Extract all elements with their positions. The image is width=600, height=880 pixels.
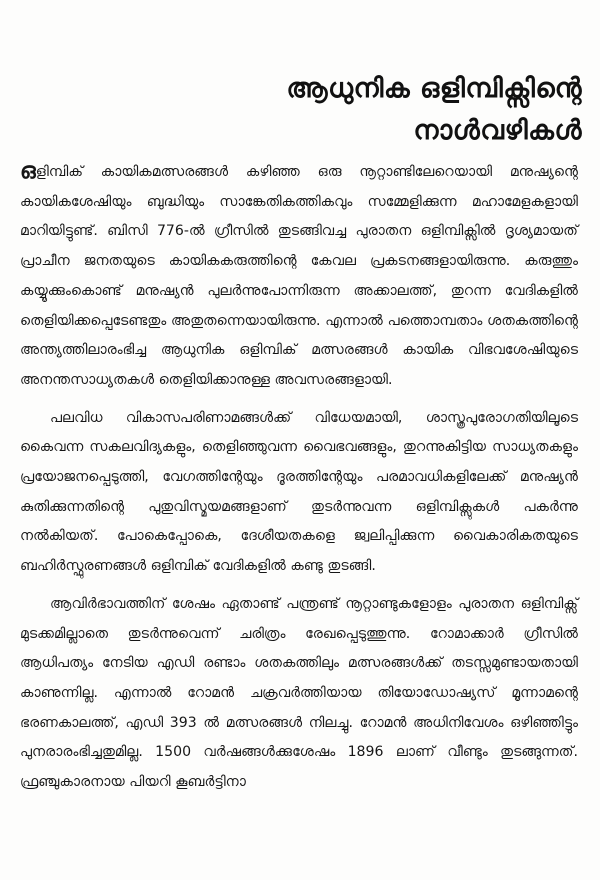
- article-body: [20, 158, 578, 806]
- chapter-title: [162, 68, 582, 152]
- paragraph-1-text: ളിമ്പിക് കായികമത്സരങ്ങൾ കഴിഞ്ഞ ഒരു നൂറ്റാണ്ടിലേറെയായി മനുഷ്യന്റെ കായികശേഷിയും ബുദ്ധിയും സാങ്കേതികത്തികവും സമ്മേളിക്കുന്ന മഹാമേളകളായി മാറിയിട്ടുണ്ട്. ബിസി 776-ൽ ഗ്രീസിൽ തുടങ്ങിവച്ച പുരാതന ഒളിമ്പിക്സിൽ ദൃശ്യമായത് പ്രാചീന ജനതയുടെ കായികകരുത്തിന്റെ കേവല പ്രകടനങ്ങളായിരുന്നു. കരുത്തും കയ്യൂക്കുംകൊണ്ട് മനുഷ്യൻ പുലർന്നുപോന്നിരുന്ന അക്കാലത്ത്, തുറന്ന വേദികളിൽ തെളിയിക്കപ്പെടേണ്ടതും അതുതന്നെയായിരുന്നു. എന്നാൽ പത്തൊമ്പതാം ശതകത്തിന്റെ അന്ത്യത്തിലാരംഭിച്ച ആധുനിക ഒളിമ്പിക് മത്സരങ്ങൾ കായിക വിഭവശേഷിയുടെ അനന്തസാധ്യതകൾ തെളിയിക്കാനുള്ള അവസരങ്ങളായി.: [20, 164, 578, 388]
- paragraph-3: [20, 590, 578, 798]
- drop-cap: ഒ: [20, 159, 36, 184]
- chapter-title-line-2: നാൾവഴികൾ: [413, 115, 582, 146]
- paragraph-2: [20, 404, 578, 582]
- paragraph-3-text: ആവിർഭാവത്തിന് ശേഷം ഏതാണ്ട് പന്ത്രണ്ട് നൂറ്റാണ്ടുകളോളം പുരാതന ഒളിമ്പിക്സ് മുടക്കമില്ലാതെ തുടർന്നുവെന്ന് ചരിത്രം രേഖപ്പെടുത്തുന്നു. റോമാക്കാർ ഗ്രീസിൽ ആധിപത്യം നേടിയ എഡി രണ്ടാം ശതകത്തിലും മത്സരങ്ങൾക്ക് തടസ്സമുണ്ടായതായി കാണുന്നില്ല. എന്നാൽ റോമൻ ചക്രവർത്തിയായ തിയോഡോഷ്യസ് മൂന്നാമന്റെ ഭരണകാലത്ത്, എഡി 393 ൽ മത്സരങ്ങൾ നിലച്ചു. റോമൻ അധിനിവേശം ഒഴിഞ്ഞിട്ടും പുനരാരംഭിച്ചതുമില്ല. 1500 വർഷങ്ങൾക്കുശേഷം 1896 ലാണ് വീണ്ടും തുടങ്ങുന്നത്. ഫ്രഞ്ചുകാരനായ പിയറി കൂബർട്ടിനാ: [20, 595, 578, 791]
- paragraph-1: [20, 158, 578, 396]
- paragraph-2-text: പലവിധ വികാസപരിണാമങ്ങൾക്ക് വിധേയമായി, ശാസ്ത്രപുരോഗതിയിലൂടെ കൈവന്ന സകലവിദ്യകളും, തെളിഞ്ഞുവന്ന വൈഭവങ്ങളും, തുറന്നുകിട്ടിയ സാധ്യതകളും പ്രയോജനപ്പെടുത്തി, വേഗത്തിന്റേയും ദൂരത്തിന്റേയും പരമാവധികളിലേക്ക് മനുഷ്യൻ കുതിക്കുന്നതിന്റെ പുതുവിസ്മയമങ്ങളാണ് തുടർന്നുവന്ന ഒളിമ്പിക്സുകൾ പകർന്നു നൽകിയത്. പോകെപ്പോകെ, ദേശീയതകളെ ജ്വലിപ്പിക്കുന്ന വൈകാരികതയുടെ ബഹിർസ്ഫുരണങ്ങൾ ഒളിമ്പിക് വേദികളിൽ കണ്ടു തുടങ്ങി.: [20, 409, 578, 575]
- chapter-title-line-1: ആധുനിക ഒളിമ്പിക്സിന്റെ: [286, 73, 582, 104]
